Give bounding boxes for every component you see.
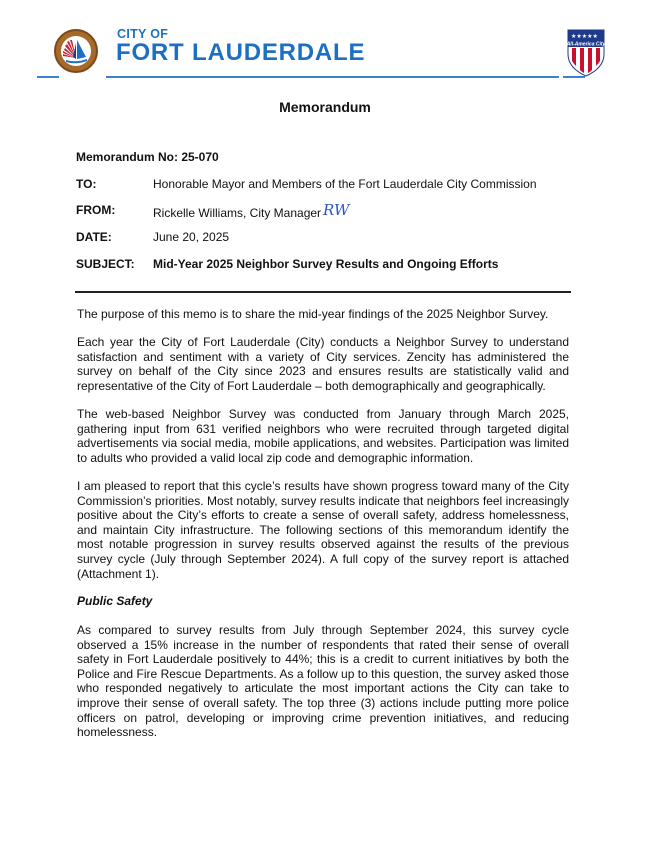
svg-text:All-America City: All-America City	[566, 41, 606, 48]
memo-number: Memorandum No: 25-070	[76, 150, 219, 164]
brand-city-name: FORT LAUDERDALE	[116, 39, 366, 66]
letterhead-rule	[106, 76, 559, 78]
signature-initials: RW	[323, 201, 350, 219]
letterhead-rule-left	[37, 76, 59, 78]
svg-text:★★★★★: ★★★★★	[571, 33, 598, 40]
from-value: Rickelle Williams, City Manager	[153, 206, 322, 220]
page-title: Memorandum	[279, 99, 371, 115]
paragraph-methodology: The web-based Neighbor Survey was conducted from January through March 2025, gathering input from 631 verified neighbors who were recruited through targeted digital advertisements via social media, mobile applications, and websites. Participation was limited to adults who provided a valid local zip code and demographic information.	[77, 407, 569, 465]
section-heading-public-safety: Public Safety	[77, 594, 153, 608]
paragraph-public-safety: As compared to survey results from July through September 2024, this survey cycle observed a 15% increase in the number of respondents that rated their sense of overall safety in Fort Lauderdale positively to 44%; this is a credit to current initiatives by both the Police and Fire Rescue Departments. As a follow up to this question, the survey asked those who responded negatively to articulate the most important actions the City can take to improve their sense of overall safety. The top three (3) actions include putting more police officers on patrol, developing or improving crime prevention initiatives, and reducing homelessness.	[77, 623, 569, 740]
date-value: June 20, 2025	[153, 230, 230, 244]
letterhead	[0, 0, 650, 90]
date-label: DATE:	[76, 230, 112, 244]
subject-label: SUBJECT:	[76, 257, 135, 271]
subject-value: Mid-Year 2025 Neighbor Survey Results and Ongoing Efforts	[153, 257, 499, 271]
from-value-wrap	[153, 203, 349, 221]
to-label: TO:	[76, 177, 97, 191]
paragraph-purpose: The purpose of this memo is to share the mid-year findings of the 2025 Neighbor Survey.	[77, 307, 549, 321]
all-america-city-shield-icon	[566, 28, 606, 78]
header-divider	[75, 291, 571, 293]
paragraph-background: Each year the City of Fort Lauderdale (City) conducts a Neighbor Survey to understand satisfaction and sentiment with a variety of City services. Zencity has administered the survey on behalf of the City since 2023 and ensures results are statistically valid and representative of the City of Fort Lauderdale – both demographically and geographically.	[77, 335, 569, 393]
paragraph-summary: I am pleased to report that this cycle’s results have shown progress toward many of the City Commission’s priorities. Most notably, survey results indicate that neighbors feel increasingly positive about the City’s efforts to create a sense of overall safety, address homelessness, and maintain City infrastructure. The following sections of this memorandum identify the most notable progression in survey results observed against the results of the previous survey cycle (July through September 2024). A full copy of the survey report is attached (Attachment 1).	[77, 479, 569, 581]
brand-city-of: CITY OF	[117, 27, 169, 41]
city-seal-icon	[54, 29, 98, 73]
to-value: Honorable Mayor and Members of the Fort Lauderdale City Commission	[153, 177, 537, 191]
from-label: FROM:	[76, 203, 116, 217]
